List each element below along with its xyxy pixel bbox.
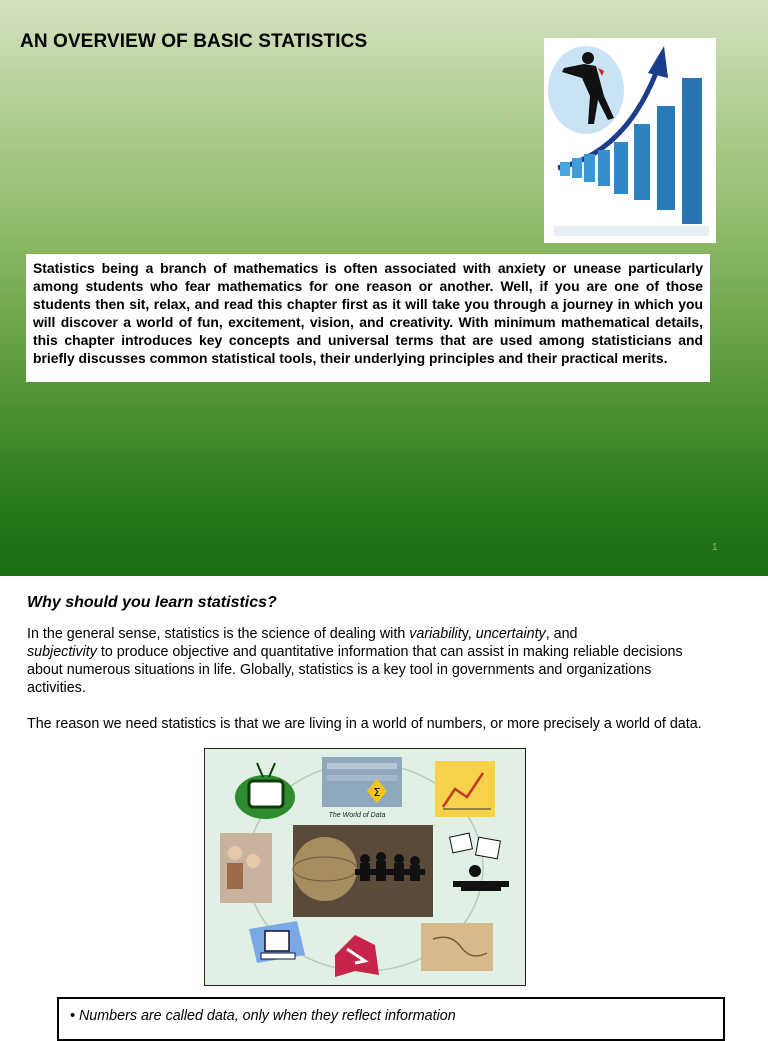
- p1-emph-uncertainty: uncertainty: [475, 626, 546, 642]
- p1-text-1: In the general sense, statistics is the science of dealing with: [27, 626, 410, 642]
- globe-icon: [293, 825, 433, 917]
- p1-text-3: , and: [545, 626, 578, 642]
- paragraph-world-of-data: The reason we need statistics is that we are living in a world of numbers, or more precisely a world of data.: [27, 716, 702, 732]
- paragraph-definition: [27, 625, 707, 697]
- book-icon: [335, 935, 379, 977]
- sigma-icon: [322, 757, 402, 807]
- map-icon: [421, 923, 493, 971]
- note-box: [57, 997, 725, 1041]
- p1-text-2: y,: [461, 626, 476, 642]
- figure-caption: The World of Data: [328, 812, 386, 819]
- note-text: • Numbers are called data, only when they reflect information: [70, 1008, 456, 1024]
- computer-icon: [249, 921, 305, 963]
- p1-text-4: to produce objective and quantitative information that can assist in making reliable decisions about numerous situations in life. Globally, statistics is a key tool in governments and organizations activities.: [27, 644, 683, 696]
- tv-icon: [235, 763, 295, 819]
- section-heading: Why should you learn statistics?: [27, 594, 277, 611]
- slide-title: AN OVERVIEW OF BASIC STATISTICS: [20, 31, 368, 52]
- document-page: [0, 576, 768, 1024]
- growth-chart-icon: [544, 38, 716, 243]
- intro-text-box: Statistics being a branch of mathematics is often associated with anxiety or unease particularly among students who fear mathematics for one reason or another. Well, if you are one of those students then sit, relax, and read this chapter first as it will take you through a journey in which you will discover a world of fun, excitement, vision, and creativity. With minimum mathematical details, this chapter introduces key concepts and universal terms that are used among statisticians and briefly discusses common statistical tools, their underlying principles and their practical merits.: [26, 254, 710, 382]
- world-of-data-figure: [204, 748, 526, 986]
- chart-icon: [435, 761, 495, 817]
- p1-emph-variability: variabilit: [409, 626, 462, 642]
- svg-text:Σ: Σ: [373, 786, 381, 799]
- people-icon: [220, 833, 272, 903]
- slide-number: 1: [712, 542, 718, 553]
- p1-emph-subjectivity: subjectivity: [27, 644, 97, 660]
- news-icon: [450, 833, 509, 891]
